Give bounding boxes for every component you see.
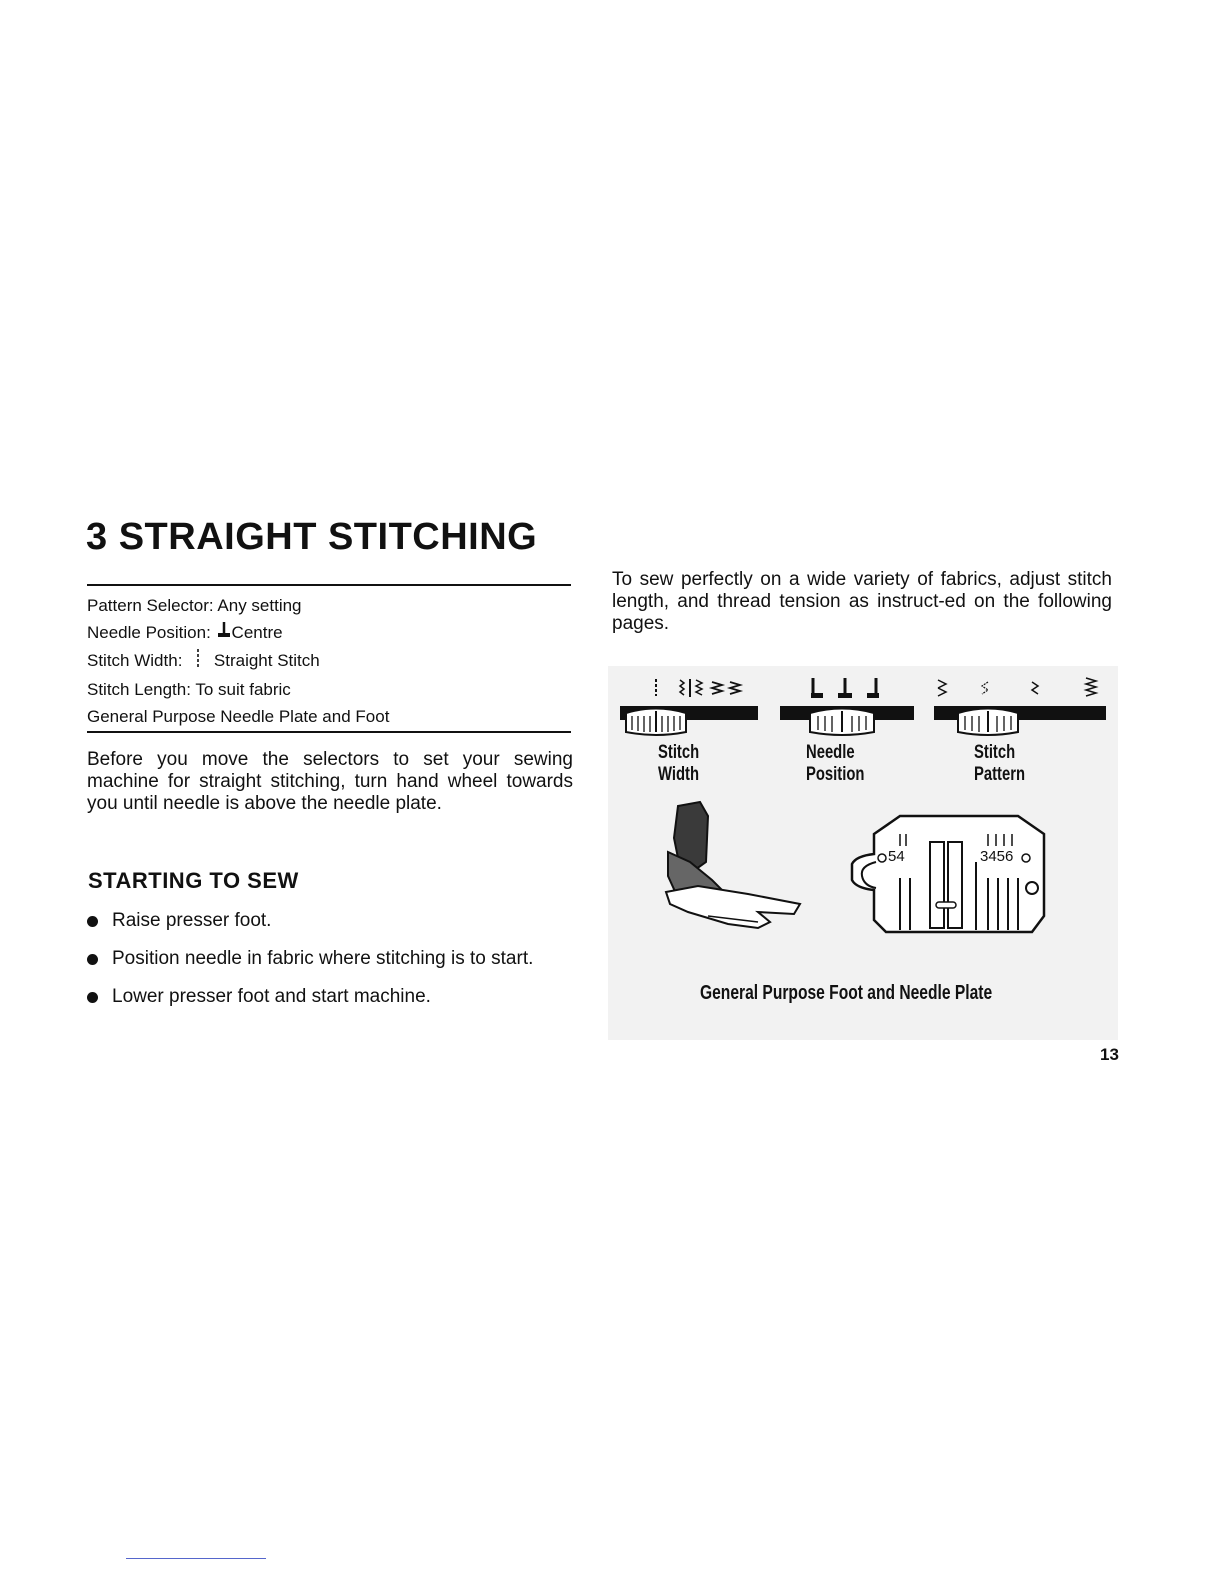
plate-and-foot-setting: General Purpose Needle Plate and Foot: [87, 706, 390, 726]
bullet-icon: [87, 916, 98, 927]
bullet-icon: [87, 954, 98, 965]
presser-foot-icon: [666, 802, 800, 928]
stitch-width-label: Stitch Width: [658, 742, 700, 785]
page-number: 13: [1100, 1045, 1119, 1064]
needle-plate-icon: [852, 816, 1044, 932]
list-item: Lower presser foot and start machine.: [86, 986, 576, 1008]
stitch-width-value: Straight Stitch: [213, 651, 320, 671]
needle-position-value: Centre: [231, 623, 283, 642]
list-item: Position needle in fabric where stitching is to start.: [86, 948, 576, 970]
stitch-width-setting: [87, 647, 389, 676]
needle-position-label: Needle Position:: [87, 623, 211, 642]
page-title: 3 STRAIGHT STITCHING: [86, 516, 538, 558]
stitch-width-dial-icon: [620, 679, 758, 735]
footer-line: [126, 1558, 266, 1559]
machine-illustration: [608, 666, 1118, 1040]
needle-position-label: Needle Position: [806, 742, 865, 785]
stitch-pattern-label: Stitch Pattern: [974, 742, 1026, 785]
stitch-width-label: Stitch Width:: [87, 651, 183, 671]
needle-position-setting: [87, 619, 389, 647]
figure-caption: General Purpose Foot and Needle Plate: [700, 982, 993, 1004]
stitch-length-setting: Stitch Length: To suit fabric: [87, 679, 291, 699]
intro-paragraph: Before you move the selectors to set your sewing machine for straight stitching, turn hand wheel towards you until needle is above the needle plate.: [87, 749, 573, 814]
needle-position-dial-icon: [780, 678, 914, 735]
stitch-pattern-dial-icon: [934, 678, 1106, 735]
plate-right-numbers: 3456: [980, 848, 1014, 865]
bottom-divider: [87, 731, 571, 733]
centre-needle-icon: [216, 620, 232, 647]
right-paragraph: To sew perfectly on a wide variety of fabrics, adjust stitch length, and thread tension as instruct-ed on the following pages.: [612, 569, 1112, 634]
bullet-icon: [87, 992, 98, 1003]
top-divider: [87, 584, 571, 586]
straight-stitch-icon: [195, 648, 201, 676]
plate-left-numbers: 54: [888, 848, 905, 865]
settings-list: [87, 592, 389, 730]
section-heading: STARTING TO SEW: [88, 868, 299, 893]
steps-list: [86, 910, 576, 1024]
list-item: Raise presser foot.: [86, 910, 576, 932]
pattern-selector-setting: Pattern Selector: Any setting: [87, 596, 302, 615]
